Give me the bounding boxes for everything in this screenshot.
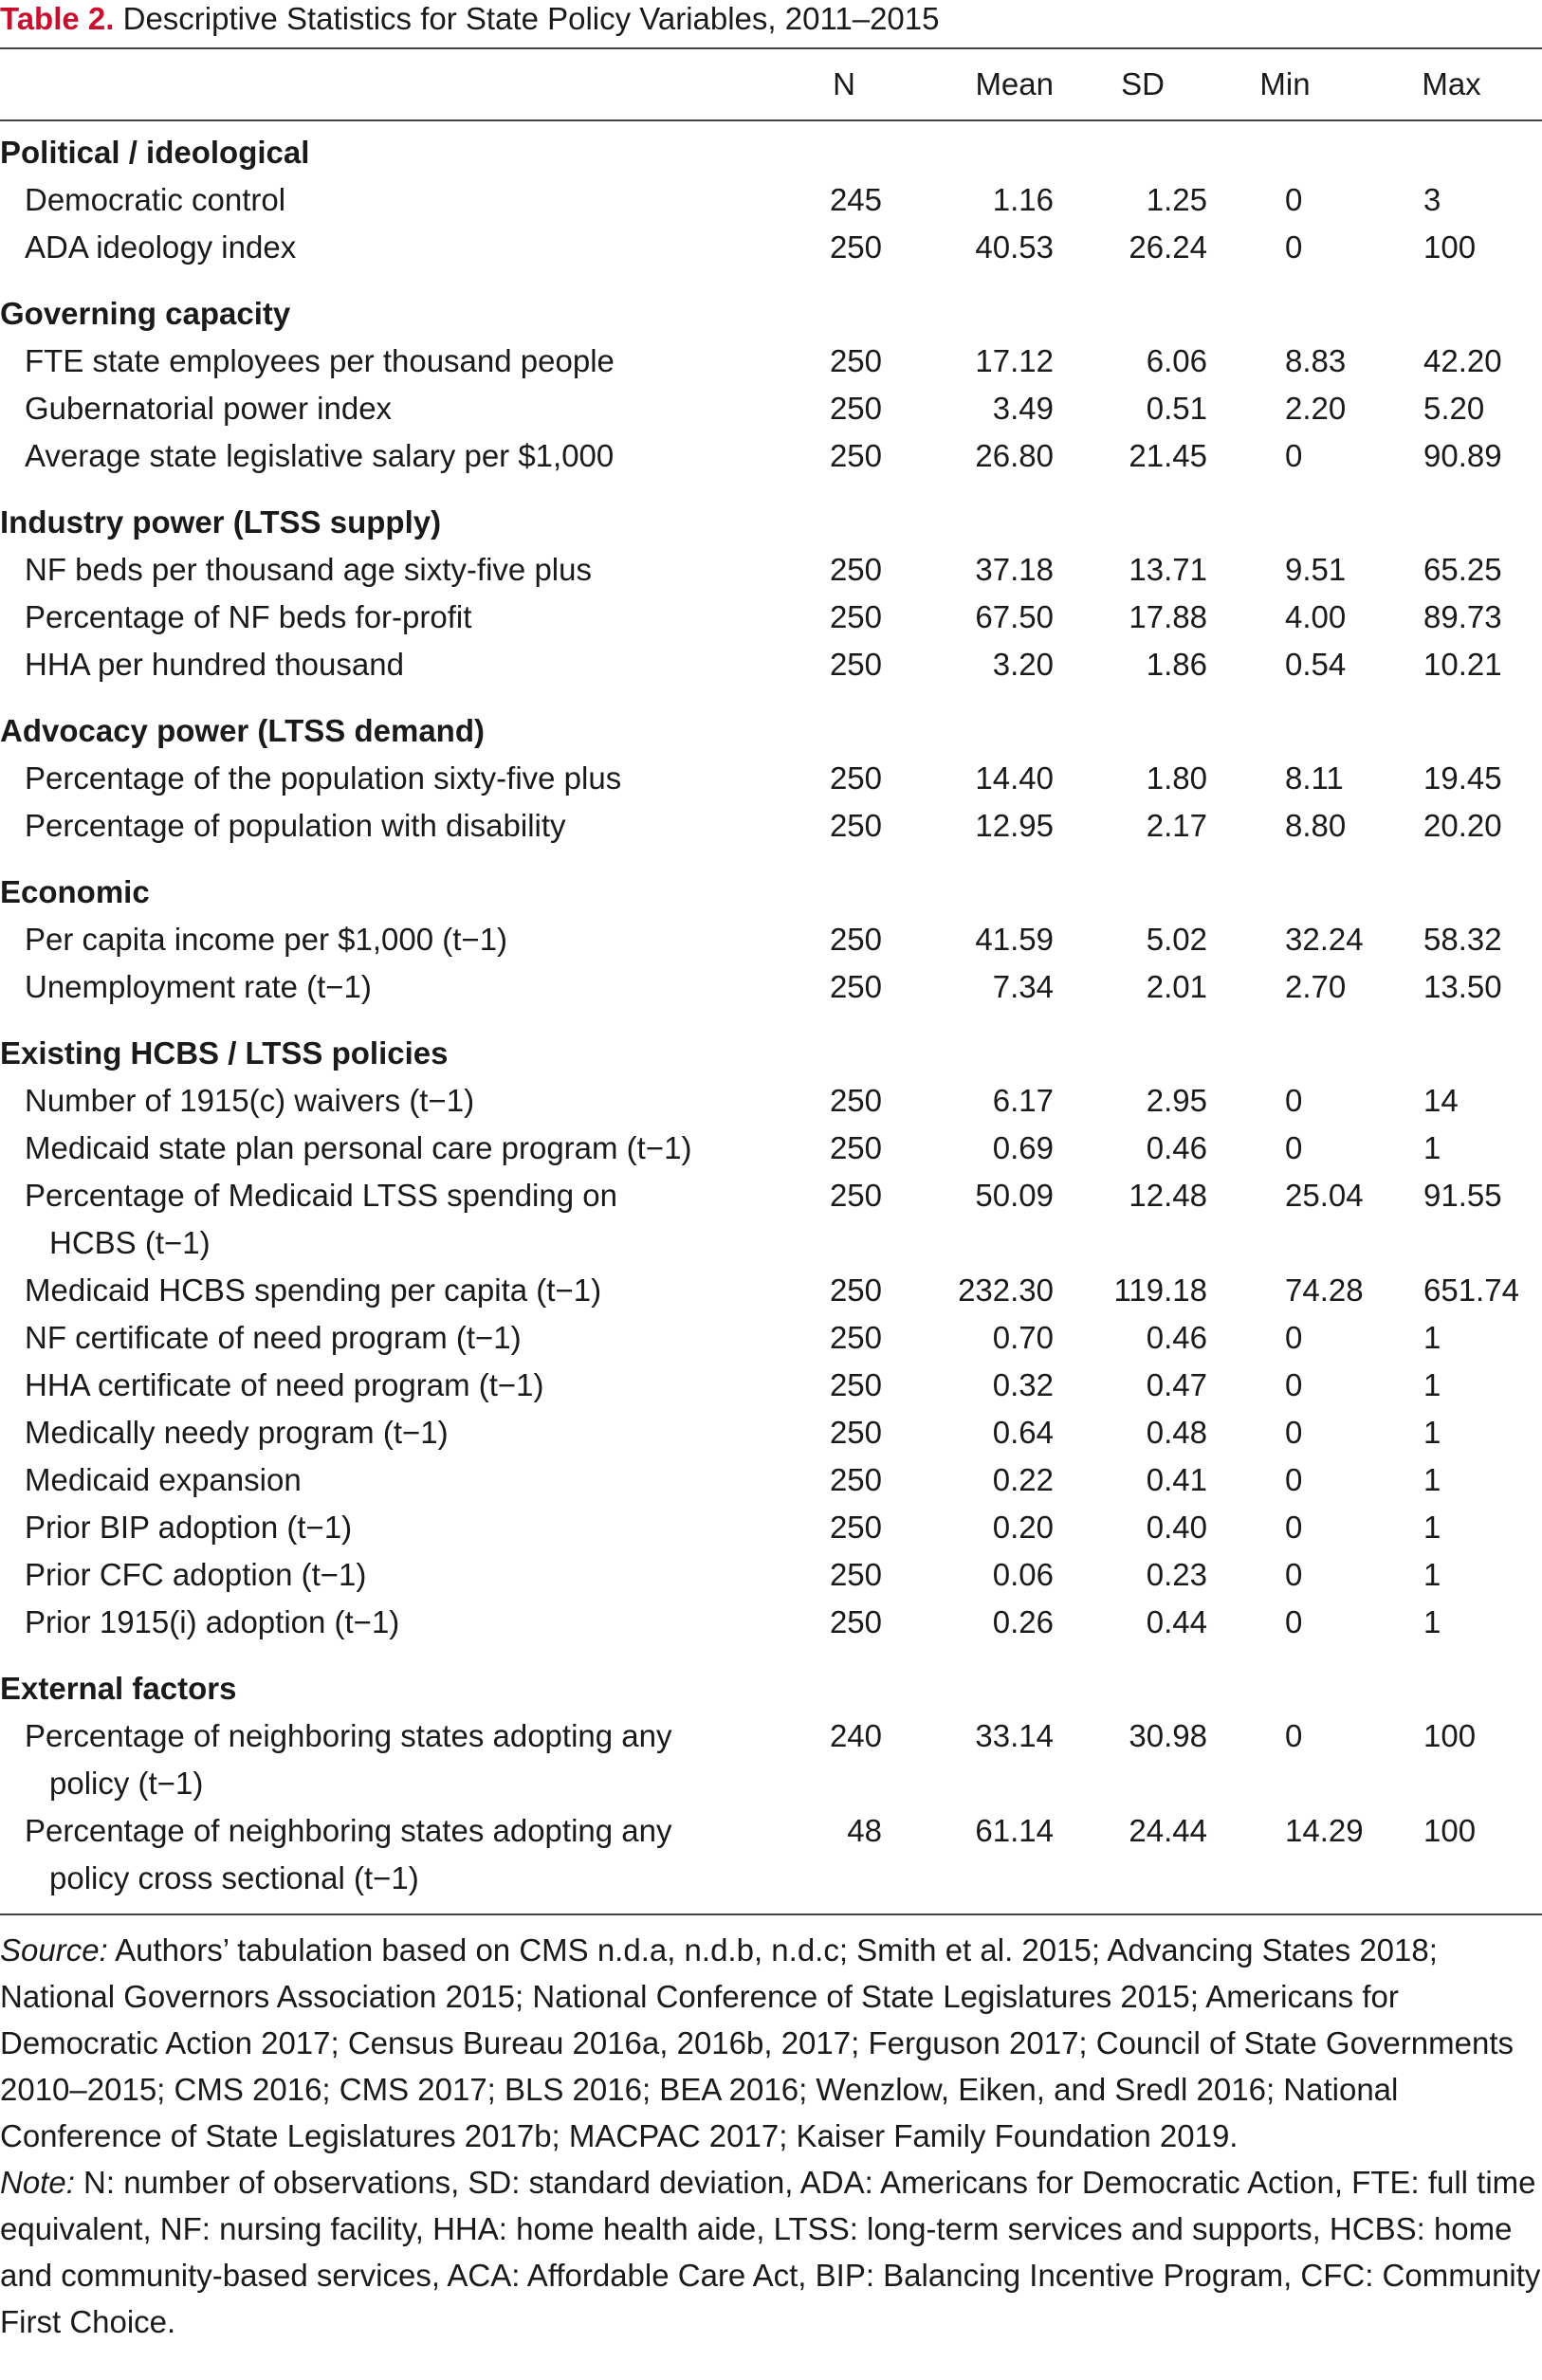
cell-n: 250 bbox=[829, 1272, 882, 1308]
cell-max: 100 bbox=[1423, 1718, 1477, 1753]
row-label bbox=[0, 176, 759, 224]
cell-sd: 2.17 bbox=[1146, 808, 1207, 843]
table-row bbox=[0, 916, 1542, 963]
statistics-table bbox=[0, 49, 1542, 1910]
table-row bbox=[0, 338, 1542, 385]
cell-mean: 3.20 bbox=[992, 647, 1054, 682]
cell-n: 250 bbox=[829, 647, 882, 682]
table-row bbox=[0, 1409, 1542, 1456]
row-label bbox=[0, 1456, 759, 1504]
cell-max: 89.73 bbox=[1423, 599, 1502, 634]
cell-sd: 21.45 bbox=[1129, 438, 1207, 473]
row-label bbox=[0, 1267, 759, 1314]
section-header bbox=[0, 279, 1542, 338]
row-label bbox=[0, 1599, 759, 1654]
row-label-continuation: policy (t−1) bbox=[49, 1766, 204, 1801]
row-label-text: Percentage of Medicaid LTSS spending on bbox=[25, 1178, 617, 1213]
table-row bbox=[0, 1125, 1542, 1172]
cell-sd: 0.51 bbox=[1146, 391, 1207, 426]
cell-max: 91.55 bbox=[1423, 1178, 1502, 1213]
cell-max: 1 bbox=[1423, 1604, 1441, 1639]
cell-n: 250 bbox=[829, 1083, 882, 1118]
cell-max: 1 bbox=[1423, 1320, 1441, 1355]
section-header bbox=[0, 1654, 1542, 1712]
cell-mean: 0.22 bbox=[992, 1462, 1054, 1497]
cell-max: 1 bbox=[1423, 1367, 1441, 1402]
table-row bbox=[0, 594, 1542, 641]
cell-max: 1 bbox=[1423, 1557, 1441, 1592]
cell-sd: 0.47 bbox=[1146, 1367, 1207, 1402]
table-row bbox=[0, 1172, 1542, 1267]
table-row bbox=[0, 1267, 1542, 1314]
row-label-text: Number of 1915(c) waivers (t−1) bbox=[25, 1083, 475, 1118]
table-row bbox=[0, 1599, 1542, 1654]
cell-mean: 26.80 bbox=[975, 438, 1054, 473]
row-label-text: Percentage of neighboring states adopting any bbox=[25, 1813, 672, 1848]
row-label bbox=[0, 1077, 759, 1125]
cell-sd: 1.80 bbox=[1146, 760, 1207, 796]
cell-min: 0 bbox=[1285, 1083, 1303, 1118]
cell-min: 0 bbox=[1285, 229, 1303, 265]
cell-min: 8.80 bbox=[1285, 808, 1347, 843]
cell-mean: 7.34 bbox=[992, 969, 1054, 1004]
cell-mean: 17.12 bbox=[975, 343, 1054, 378]
header-n: N bbox=[833, 66, 855, 101]
cell-min: 25.04 bbox=[1285, 1178, 1364, 1213]
cell-sd: 0.46 bbox=[1146, 1130, 1207, 1165]
cell-n: 250 bbox=[829, 1130, 882, 1165]
row-label bbox=[0, 755, 759, 802]
row-label bbox=[0, 1807, 759, 1910]
row-label-text: Medicaid expansion bbox=[25, 1462, 302, 1497]
cell-max: 42.20 bbox=[1423, 343, 1502, 378]
source-note bbox=[0, 1927, 1542, 2159]
row-label-text: NF certificate of need program (t−1) bbox=[25, 1320, 522, 1355]
row-label-continuation: policy cross sectional (t−1) bbox=[49, 1860, 419, 1895]
cell-sd: 6.06 bbox=[1146, 343, 1207, 378]
cell-min: 0 bbox=[1285, 1415, 1303, 1450]
section-header bbox=[0, 487, 1542, 546]
row-label-text: Per capita income per $1,000 (t−1) bbox=[25, 922, 508, 957]
row-label bbox=[0, 1551, 759, 1599]
cell-min: 0 bbox=[1285, 1604, 1303, 1639]
cell-min: 8.83 bbox=[1285, 343, 1347, 378]
row-label bbox=[0, 338, 759, 385]
table-row bbox=[0, 1504, 1542, 1551]
cell-n: 250 bbox=[829, 1367, 882, 1402]
cell-max: 13.50 bbox=[1423, 969, 1502, 1004]
cell-sd: 0.44 bbox=[1146, 1604, 1207, 1639]
table-row bbox=[0, 1362, 1542, 1409]
cell-max: 651.74 bbox=[1423, 1272, 1519, 1308]
cell-mean: 0.69 bbox=[992, 1130, 1054, 1165]
cell-sd: 0.46 bbox=[1146, 1320, 1207, 1355]
cell-mean: 40.53 bbox=[975, 229, 1054, 265]
cell-n: 250 bbox=[829, 438, 882, 473]
cell-min: 0 bbox=[1285, 438, 1303, 473]
row-label-text: Percentage of the population sixty-five plus bbox=[25, 760, 622, 796]
table-row bbox=[0, 176, 1542, 224]
cell-n: 250 bbox=[829, 1510, 882, 1545]
cell-n: 250 bbox=[829, 1178, 882, 1213]
cell-min: 0.54 bbox=[1285, 647, 1347, 682]
cell-min: 0 bbox=[1285, 1367, 1303, 1402]
cell-min: 2.70 bbox=[1285, 969, 1347, 1004]
row-label-text: Average state legislative salary per $1,000 bbox=[25, 438, 615, 473]
row-label bbox=[0, 916, 759, 963]
cell-n: 250 bbox=[829, 1604, 882, 1639]
cell-n: 250 bbox=[829, 969, 882, 1004]
row-label-text: Percentage of neighboring states adopting any bbox=[25, 1718, 672, 1753]
cell-sd: 12.48 bbox=[1129, 1178, 1207, 1213]
row-label bbox=[0, 546, 759, 594]
cell-n: 250 bbox=[829, 808, 882, 843]
section-title: Economic bbox=[0, 874, 150, 909]
cell-min: 0 bbox=[1285, 1557, 1303, 1592]
cell-min: 0 bbox=[1285, 1462, 1303, 1497]
table-body bbox=[0, 120, 1542, 1910]
note-label: Note: bbox=[0, 2165, 75, 2200]
cell-max: 65.25 bbox=[1423, 552, 1502, 587]
row-label-text: HHA per hundred thousand bbox=[25, 647, 404, 682]
header-sd: SD bbox=[1121, 66, 1165, 101]
row-label bbox=[0, 802, 759, 857]
cell-mean: 67.50 bbox=[975, 599, 1054, 634]
cell-n: 250 bbox=[829, 922, 882, 957]
cell-sd: 0.48 bbox=[1146, 1415, 1207, 1450]
cell-sd: 30.98 bbox=[1129, 1718, 1207, 1753]
cell-n: 250 bbox=[829, 229, 882, 265]
cell-mean: 3.49 bbox=[992, 391, 1054, 426]
table-row bbox=[0, 1551, 1542, 1599]
cell-min: 32.24 bbox=[1285, 922, 1364, 957]
row-label bbox=[0, 1172, 759, 1267]
cell-mean: 0.06 bbox=[992, 1557, 1054, 1592]
cell-sd: 2.95 bbox=[1146, 1083, 1207, 1118]
cell-n: 250 bbox=[829, 552, 882, 587]
cell-max: 19.45 bbox=[1423, 760, 1502, 796]
table-row bbox=[0, 1807, 1542, 1910]
cell-max: 5.20 bbox=[1423, 391, 1485, 426]
cell-min: 9.51 bbox=[1285, 552, 1347, 587]
cell-sd: 24.44 bbox=[1129, 1813, 1207, 1848]
source-label: Source: bbox=[0, 1932, 108, 1968]
row-label-text: Medically needy program (t−1) bbox=[25, 1415, 449, 1450]
row-label-text: HHA certificate of need program (t−1) bbox=[25, 1367, 544, 1402]
section-header bbox=[0, 1018, 1542, 1077]
cell-n: 250 bbox=[829, 1557, 882, 1592]
table-row bbox=[0, 641, 1542, 696]
cell-mean: 0.70 bbox=[992, 1320, 1054, 1355]
row-label bbox=[0, 1125, 759, 1172]
row-label bbox=[0, 1314, 759, 1362]
table-row bbox=[0, 802, 1542, 857]
header-mean: Mean bbox=[975, 66, 1054, 101]
cell-mean: 12.95 bbox=[975, 808, 1054, 843]
header-row bbox=[0, 49, 1542, 120]
row-label-text: Prior CFC adoption (t−1) bbox=[25, 1557, 367, 1592]
table-row bbox=[0, 546, 1542, 594]
cell-min: 74.28 bbox=[1285, 1272, 1364, 1308]
cell-mean: 14.40 bbox=[975, 760, 1054, 796]
section-title: Political / ideological bbox=[0, 135, 310, 170]
cell-mean: 0.26 bbox=[992, 1604, 1054, 1639]
cell-n: 250 bbox=[829, 599, 882, 634]
table-row bbox=[0, 963, 1542, 1018]
section-title: Advocacy power (LTSS demand) bbox=[0, 713, 485, 748]
table-row bbox=[0, 224, 1542, 279]
cell-sd: 13.71 bbox=[1129, 552, 1207, 587]
section-header bbox=[0, 857, 1542, 916]
cell-min: 4.00 bbox=[1285, 599, 1347, 634]
table-row bbox=[0, 1456, 1542, 1504]
cell-max: 10.21 bbox=[1423, 647, 1502, 682]
row-label-text: ADA ideology index bbox=[25, 229, 297, 265]
row-label-text: Prior 1915(i) adoption (t−1) bbox=[25, 1604, 400, 1639]
cell-min: 0 bbox=[1285, 1510, 1303, 1545]
abbreviation-note bbox=[0, 2159, 1542, 2345]
section-header bbox=[0, 696, 1542, 755]
row-label bbox=[0, 1409, 759, 1456]
row-label-text: Unemployment rate (t−1) bbox=[25, 969, 372, 1004]
header-max: Max bbox=[1422, 66, 1481, 101]
table-row bbox=[0, 385, 1542, 432]
cell-sd: 0.23 bbox=[1146, 1557, 1207, 1592]
table-row bbox=[0, 432, 1542, 487]
row-label bbox=[0, 385, 759, 432]
row-label bbox=[0, 1504, 759, 1551]
cell-n: 250 bbox=[829, 343, 882, 378]
table-row bbox=[0, 755, 1542, 802]
table-row bbox=[0, 1314, 1542, 1362]
cell-mean: 50.09 bbox=[975, 1178, 1054, 1213]
cell-n: 48 bbox=[847, 1813, 882, 1848]
cell-mean: 1.16 bbox=[992, 182, 1054, 217]
cell-max: 58.32 bbox=[1423, 922, 1502, 957]
row-label-text: Percentage of population with disability bbox=[25, 808, 566, 843]
section-title: Existing HCBS / LTSS policies bbox=[0, 1035, 449, 1071]
cell-sd: 2.01 bbox=[1146, 969, 1207, 1004]
row-label bbox=[0, 963, 759, 1018]
cell-n: 245 bbox=[829, 182, 882, 217]
section-title: Industry power (LTSS supply) bbox=[0, 504, 442, 540]
row-label-text: FTE state employees per thousand people bbox=[25, 343, 615, 378]
cell-sd: 0.41 bbox=[1146, 1462, 1207, 1497]
cell-sd: 26.24 bbox=[1129, 229, 1207, 265]
cell-mean: 0.64 bbox=[992, 1415, 1054, 1450]
cell-max: 1 bbox=[1423, 1415, 1441, 1450]
cell-min: 0 bbox=[1285, 182, 1303, 217]
row-label bbox=[0, 432, 759, 487]
cell-n: 250 bbox=[829, 391, 882, 426]
cell-max: 1 bbox=[1423, 1130, 1441, 1165]
cell-min: 8.11 bbox=[1285, 760, 1344, 796]
row-label bbox=[0, 1362, 759, 1409]
cell-mean: 61.14 bbox=[975, 1813, 1054, 1848]
row-label bbox=[0, 224, 759, 279]
cell-mean: 232.30 bbox=[958, 1272, 1054, 1308]
cell-n: 250 bbox=[829, 1320, 882, 1355]
cell-mean: 41.59 bbox=[975, 922, 1054, 957]
row-label-text: Medicaid state plan personal care program (t−1) bbox=[25, 1130, 692, 1165]
cell-max: 3 bbox=[1423, 182, 1441, 217]
cell-min: 0 bbox=[1285, 1130, 1303, 1165]
row-label bbox=[0, 641, 759, 696]
cell-mean: 0.20 bbox=[992, 1510, 1054, 1545]
row-label-text: NF beds per thousand age sixty-five plus bbox=[25, 552, 592, 587]
table-notes bbox=[0, 1915, 1542, 2345]
cell-min: 0 bbox=[1285, 1718, 1303, 1753]
row-label-text: Medicaid HCBS spending per capita (t−1) bbox=[25, 1272, 602, 1308]
cell-sd: 1.86 bbox=[1146, 647, 1207, 682]
cell-sd: 1.25 bbox=[1146, 182, 1207, 217]
row-label-continuation: HCBS (t−1) bbox=[49, 1225, 211, 1260]
note-text: N: number of observations, SD: standard deviation, ADA: Americans for Democratic Action, FTE: full time equivalent, NF: nursing facility, HHA: home health aide, LTSS: long-term services and supports, HCBS: home and community-based services, ACA: Affordable Care Act, BIP: Balancing Incentive Program, CFC: Community First Choice. bbox=[0, 2165, 1541, 2339]
cell-min: 0 bbox=[1285, 1320, 1303, 1355]
cell-n: 250 bbox=[829, 760, 882, 796]
cell-max: 100 bbox=[1423, 1813, 1477, 1848]
cell-sd: 119.18 bbox=[1113, 1272, 1207, 1308]
cell-max: 1 bbox=[1423, 1510, 1441, 1545]
row-label bbox=[0, 1712, 759, 1807]
cell-max: 100 bbox=[1423, 229, 1477, 265]
cell-max: 90.89 bbox=[1423, 438, 1502, 473]
row-label-text: Prior BIP adoption (t−1) bbox=[25, 1510, 353, 1545]
cell-max: 14 bbox=[1423, 1083, 1459, 1118]
cell-mean: 37.18 bbox=[975, 552, 1054, 587]
table-label: Table 2. bbox=[0, 1, 115, 36]
cell-n: 250 bbox=[829, 1415, 882, 1450]
row-label bbox=[0, 594, 759, 641]
cell-mean: 0.32 bbox=[992, 1367, 1054, 1402]
row-label-text: Gubernatorial power index bbox=[25, 391, 393, 426]
cell-mean: 33.14 bbox=[975, 1718, 1054, 1753]
cell-n: 240 bbox=[829, 1718, 882, 1753]
table-caption bbox=[0, 0, 1542, 47]
section-title: Governing capacity bbox=[0, 296, 291, 331]
section-title: External factors bbox=[0, 1671, 237, 1706]
cell-max: 20.20 bbox=[1423, 808, 1502, 843]
row-label-text: Democratic control bbox=[25, 182, 286, 217]
row-label-text: Percentage of NF beds for-profit bbox=[25, 599, 472, 634]
table-row bbox=[0, 1077, 1542, 1125]
cell-sd: 5.02 bbox=[1146, 922, 1207, 957]
cell-min: 2.20 bbox=[1285, 391, 1347, 426]
cell-sd: 0.40 bbox=[1146, 1510, 1207, 1545]
header-min: Min bbox=[1259, 66, 1311, 101]
cell-min: 14.29 bbox=[1285, 1813, 1364, 1848]
cell-sd: 17.88 bbox=[1129, 599, 1207, 634]
cell-mean: 6.17 bbox=[992, 1083, 1054, 1118]
cell-n: 250 bbox=[829, 1462, 882, 1497]
table-row bbox=[0, 1712, 1542, 1807]
section-header bbox=[0, 120, 1542, 176]
source-text: Authors’ tabulation based on CMS n.d.a, n.d.b, n.d.c; Smith et al. 2015; Advancing States 2018; National Governors Association 2015; National Conference of State Legislatures 2015; Americans for Democratic Action 2017; Census Bureau 2016a, 2016b, 2017; Ferguson 2017; Council of State Governments 2010–2015; CMS 2016; CMS 2017; BLS 2016; BEA 2016; Wenzlow, Eiken, and Sredl 2016; National Conference of State Legislatures 2017b; MACPAC 2017; Kaiser Family Foundation 2019. bbox=[0, 1932, 1514, 2153]
cell-max: 1 bbox=[1423, 1462, 1441, 1497]
table-title: Descriptive Statistics for State Policy Variables, 2011–2015 bbox=[122, 1, 940, 36]
header-label bbox=[0, 49, 759, 120]
